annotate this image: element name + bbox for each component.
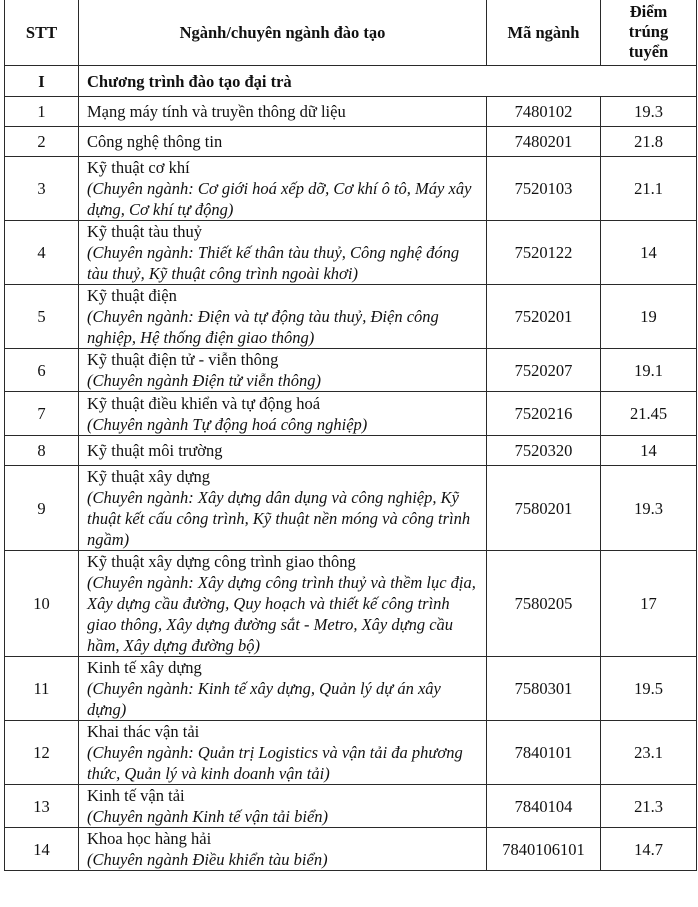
row-score: 19.5 [601, 657, 697, 721]
row-major [79, 221, 487, 285]
row-stt: 14 [5, 828, 79, 871]
table-row [5, 285, 697, 349]
row-stt: 10 [5, 551, 79, 657]
major-specializations: (Chuyên ngành: Kinh tế xây dựng, Quản lý dự án xây dựng) [87, 679, 441, 719]
row-major-code: 7840101 [487, 721, 601, 785]
major-name: Kỹ thuật cơ khí [87, 158, 190, 177]
section-numeral: I [5, 66, 79, 97]
row-major [79, 157, 487, 221]
row-stt: 13 [5, 785, 79, 828]
row-major-code: 7580201 [487, 466, 601, 551]
row-major-code: 7480102 [487, 97, 601, 127]
row-major [79, 657, 487, 721]
section-title: Chương trình đào tạo đại trà [79, 66, 697, 97]
header-major: Ngành/chuyên ngành đào tạo [79, 0, 487, 66]
major-name: Kỹ thuật điện [87, 286, 177, 305]
row-score: 23.1 [601, 721, 697, 785]
major-name: Kỹ thuật môi trường [87, 441, 223, 460]
row-major [79, 466, 487, 551]
row-major [79, 97, 487, 127]
header-code: Mã ngành [487, 0, 601, 66]
row-stt: 8 [5, 436, 79, 466]
row-score: 19.1 [601, 349, 697, 392]
major-specializations: (Chuyên ngành Kinh tế vận tải biển) [87, 807, 329, 826]
major-name: Công nghệ thông tin [87, 132, 223, 151]
row-stt: 1 [5, 97, 79, 127]
row-major [79, 349, 487, 392]
row-score: 19 [601, 285, 697, 349]
major-specializations: (Chuyên ngành Tự động hoá công nghiệp) [87, 414, 368, 434]
table-header-row [5, 0, 697, 66]
major-name: Kỹ thuật điện tử - viễn thông [87, 350, 279, 369]
table-row [5, 349, 697, 392]
header-score-line1: Điểm [629, 2, 668, 21]
major-name: Khoa học hàng hải [87, 829, 212, 848]
major-name: Kỹ thuật xây dựng [87, 467, 211, 486]
row-stt: 11 [5, 657, 79, 721]
row-major-code: 7520207 [487, 349, 601, 392]
major-specializations: (Chuyên ngành: Xây dựng dân dụng và công nghiệp, Kỹ thuật kết cấu công trình, Kỹ thuật nền móng và công trình ngầm) [87, 488, 471, 549]
row-score: 21.45 [601, 392, 697, 436]
header-score-line2: trúng [628, 22, 669, 41]
major-name: Kinh tế vận tải [87, 786, 185, 805]
table-row [5, 97, 697, 127]
major-name: Kỹ thuật tàu thuỷ [87, 222, 203, 241]
major-name: Kỹ thuật điều khiển và tự động hoá [87, 393, 321, 413]
admission-scores-table [4, 0, 697, 871]
table-row [5, 721, 697, 785]
table-row [5, 785, 697, 828]
row-score: 19.3 [601, 466, 697, 551]
row-stt: 3 [5, 157, 79, 221]
row-stt: 7 [5, 392, 79, 436]
row-score: 21.3 [601, 785, 697, 828]
header-score [601, 0, 697, 66]
table-row [5, 436, 697, 466]
table-row [5, 221, 697, 285]
table-row [5, 127, 697, 157]
row-stt: 2 [5, 127, 79, 157]
row-score: 21.1 [601, 157, 697, 221]
table-row [5, 657, 697, 721]
row-stt: 12 [5, 721, 79, 785]
row-major-code: 7520103 [487, 157, 601, 221]
row-major-code: 7580301 [487, 657, 601, 721]
table-row [5, 466, 697, 551]
row-major-code: 7480201 [487, 127, 601, 157]
major-name: Kinh tế xây dựng [87, 658, 202, 677]
row-stt: 6 [5, 349, 79, 392]
section-row [5, 66, 697, 97]
row-major [79, 551, 487, 657]
row-major-code: 7840106101 [487, 828, 601, 871]
major-specializations: (Chuyên ngành Điện tử viễn thông) [87, 371, 321, 390]
major-name: Kỹ thuật xây dựng công trình giao thông [87, 552, 356, 571]
row-major [79, 392, 487, 436]
table-row [5, 551, 697, 657]
row-stt: 9 [5, 466, 79, 551]
row-major [79, 127, 487, 157]
major-specializations: (Chuyên ngành: Điện và tự động tàu thuỷ, Điện công nghiệp, Hệ thống điện giao thông) [87, 307, 439, 347]
row-score: 17 [601, 551, 697, 657]
header-stt: STT [5, 0, 79, 66]
row-score: 19.3 [601, 97, 697, 127]
header-score-line3: tuyển [628, 42, 669, 61]
row-major [79, 436, 487, 466]
row-score: 21.8 [601, 127, 697, 157]
row-major [79, 721, 487, 785]
row-score: 14.7 [601, 828, 697, 871]
table-row [5, 157, 697, 221]
row-major [79, 828, 487, 871]
row-major-code: 7580205 [487, 551, 601, 657]
row-major-code: 7520201 [487, 285, 601, 349]
row-major-code: 7840104 [487, 785, 601, 828]
row-major [79, 285, 487, 349]
row-score: 14 [601, 221, 697, 285]
row-score: 14 [601, 436, 697, 466]
major-specializations: (Chuyên ngành: Thiết kế thân tàu thuỷ, Công nghệ đóng tàu thuỷ, Kỹ thuật công trình ngoài khơi) [87, 243, 460, 283]
major-name: Mạng máy tính và truyền thông dữ liệu [87, 102, 346, 121]
row-major-code: 7520320 [487, 436, 601, 466]
row-major-code: 7520216 [487, 392, 601, 436]
row-major [79, 785, 487, 828]
major-name: Khai thác vận tải [87, 722, 200, 741]
table-row [5, 828, 697, 871]
major-specializations: (Chuyên ngành: Quản trị Logistics và vận tải đa phương thức, Quản lý và kinh doanh vận tải) [87, 743, 463, 783]
major-specializations: (Chuyên ngành: Xây dựng công trình thuỷ và thềm lục địa, Xây dựng cầu đường, Quy hoạch và thiết kế công trình giao thông, Xây dựng đường sắt - Metro, Xây dựng cầu hầm, Xây dựng đường bộ) [87, 573, 476, 655]
row-stt: 4 [5, 221, 79, 285]
row-major-code: 7520122 [487, 221, 601, 285]
table-row [5, 392, 697, 436]
major-specializations: (Chuyên ngành: Cơ giới hoá xếp dỡ, Cơ khí ô tô, Máy xây dựng, Cơ khí tự động) [87, 179, 472, 219]
row-stt: 5 [5, 285, 79, 349]
major-specializations: (Chuyên ngành Điều khiển tàu biển) [87, 850, 328, 869]
